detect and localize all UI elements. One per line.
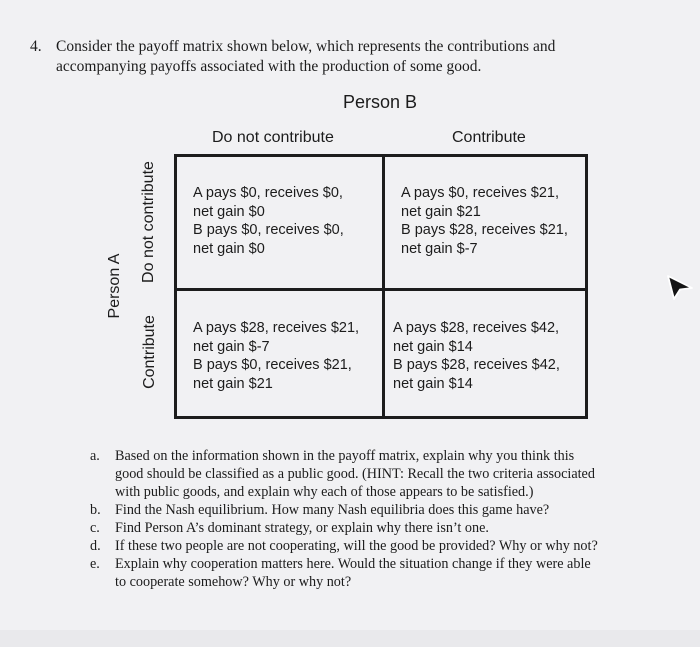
cell-line: B pays $0, receives $21, xyxy=(193,357,352,373)
cell-line: A pays $0, receives $0, xyxy=(193,185,343,201)
cell-line: B pays $0, receives $0, xyxy=(193,222,344,238)
sub-question-b xyxy=(90,501,690,519)
cell-line: A pays $28, receives $21, xyxy=(193,320,360,336)
person-b-label: Person B xyxy=(343,92,418,112)
person-a-label: Person A xyxy=(106,253,123,319)
cell-line: A pays $0, receives $21, xyxy=(401,185,559,201)
sub-question-line: Explain why cooperation matters here. Would the situation change if they were able xyxy=(115,556,591,572)
matrix-cell-yes-no xyxy=(193,319,359,393)
cell-line: B pays $28, receives $42, xyxy=(393,357,560,373)
cell-line: net gain $0 xyxy=(193,203,265,220)
matrix-cell-no-no xyxy=(193,184,344,258)
sub-question-line: to cooperate somehow? Why or why not? xyxy=(115,574,352,590)
matrix-cell-yes-yes xyxy=(393,319,560,393)
matrix-horizontal-divider xyxy=(177,288,585,291)
payoff-matrix xyxy=(174,154,588,419)
column-header-contribute: Contribute xyxy=(452,129,526,146)
cell-line: A pays $28, receives $42, xyxy=(393,320,560,336)
sub-question-letter: d. xyxy=(90,538,101,554)
sub-question-letter: c. xyxy=(90,520,100,536)
cursor-arrow-icon xyxy=(665,272,695,302)
sub-question-d xyxy=(90,537,690,555)
question-text-line-2: accompanying payoffs associated with the production of some good. xyxy=(56,58,482,75)
sub-question-e xyxy=(90,555,690,591)
sub-question-a xyxy=(90,447,690,501)
sub-questions-list xyxy=(90,447,690,591)
matrix-cell-no-yes xyxy=(401,184,568,258)
cell-line: net gain $21 xyxy=(193,375,273,392)
sub-question-line: Find the Nash equilibrium. How many Nash equilibria does this game have? xyxy=(115,502,550,518)
row-header-contribute: Contribute xyxy=(141,315,158,389)
sub-question-line: good should be classified as a public good. (HINT: Recall the two criteria associated xyxy=(115,466,595,482)
sub-question-letter: a. xyxy=(90,448,100,464)
question-number: 4. xyxy=(30,38,42,55)
sub-question-line: Find Person A’s dominant strategy, or explain why there isn’t one. xyxy=(115,520,489,536)
column-header-do-not-contribute: Do not contribute xyxy=(212,129,334,146)
matrix-vertical-divider xyxy=(382,157,385,416)
row-header-do-not-contribute: Do not contribute xyxy=(140,161,157,283)
cell-line: B pays $28, receives $21, xyxy=(401,222,568,238)
cell-line: net gain $14 xyxy=(393,338,473,355)
cell-line: net gain $-7 xyxy=(401,240,478,257)
page-bottom-edge xyxy=(0,630,700,647)
sub-question-c xyxy=(90,519,690,537)
sub-question-line: If these two people are not cooperating, will the good be provided? Why or why not? xyxy=(115,538,598,554)
cell-line: net gain $0 xyxy=(193,240,265,257)
cell-line: net gain $-7 xyxy=(193,338,270,355)
sub-question-line: Based on the information shown in the payoff matrix, explain why you think this xyxy=(115,448,575,464)
question-text-line-1: Consider the payoff matrix shown below, which represents the contributions and xyxy=(56,38,556,55)
cell-line: net gain $21 xyxy=(401,203,481,220)
sub-question-letter: b. xyxy=(90,502,101,518)
cell-line: net gain $14 xyxy=(393,375,473,392)
sub-question-letter: e. xyxy=(90,556,100,572)
sub-question-line: with public goods, and explain why each of those appears to be satisfied.) xyxy=(115,484,534,500)
